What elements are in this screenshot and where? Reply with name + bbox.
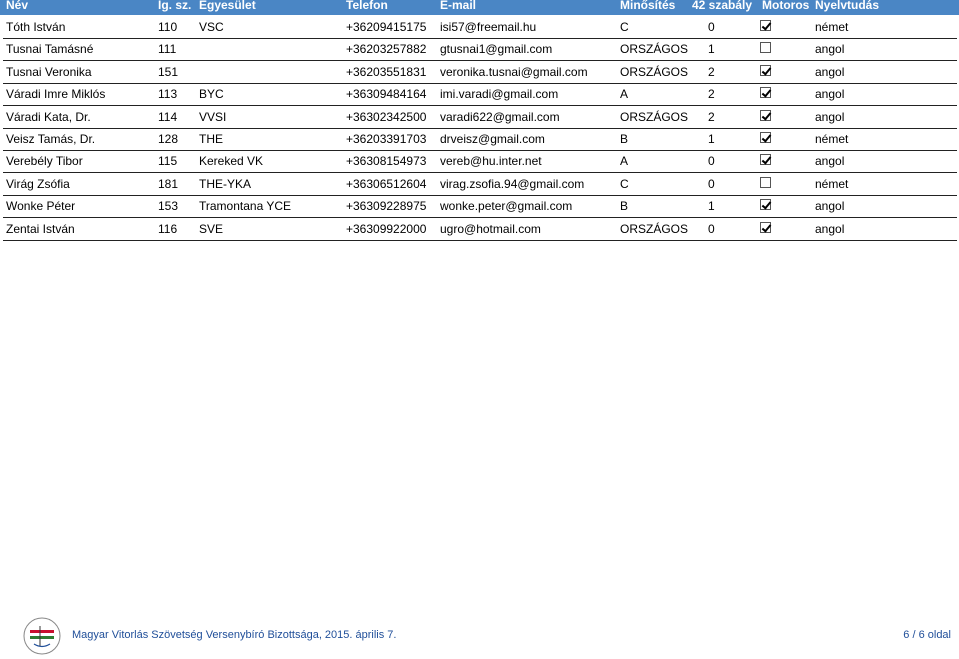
- row-ig-sz: 151: [158, 64, 179, 79]
- footer-text: Magyar Vitorlás Szövetség Versenybíró Bizottsága, 2015. április 7.: [72, 629, 397, 641]
- table-row: [3, 16, 957, 39]
- checkbox-checked-icon: [760, 110, 771, 121]
- row-42-szabaly: 0: [708, 221, 715, 236]
- checkbox-unchecked-icon: [760, 42, 771, 53]
- row-nev: Verebély Tibor: [6, 154, 83, 169]
- row-nyelvtudas: német: [815, 176, 849, 191]
- table-row: [3, 38, 957, 61]
- row-telefon: +36309922000: [346, 221, 427, 236]
- row-email: wonke.peter@gmail.com: [440, 199, 573, 214]
- row-42-szabaly: 0: [708, 154, 715, 169]
- row-nyelvtudas: angol: [815, 221, 845, 236]
- row-ig-sz: 113: [158, 87, 178, 102]
- checkbox-checked-icon: [760, 87, 771, 98]
- row-minosites: ORSZÁGOS: [620, 221, 689, 236]
- row-nev: Tóth István: [6, 20, 66, 34]
- row-egyesulet: THE-YKA: [199, 176, 252, 191]
- row-minosites: B: [620, 132, 629, 146]
- row-minosites: A: [620, 87, 629, 102]
- row-ig-sz: 181: [158, 176, 179, 191]
- row-minosites: ORSZÁGOS: [620, 109, 689, 124]
- row-nev: Zentai István: [6, 221, 75, 236]
- header-ig-sz: Ig. sz.: [158, 0, 192, 12]
- page-number: 6 / 6 oldal: [903, 629, 951, 641]
- header-nyelvtudas: Nyelvtudás: [815, 0, 880, 12]
- row-42-szabaly: 1: [708, 42, 715, 57]
- checkbox-checked-icon: [760, 154, 771, 165]
- row-42-szabaly: 2: [708, 109, 715, 124]
- row-nyelvtudas: angol: [815, 64, 845, 79]
- row-minosites: C: [620, 20, 629, 34]
- table-row: [3, 83, 957, 106]
- table-header: [0, 0, 959, 15]
- row-nyelvtudas: angol: [815, 154, 845, 169]
- row-42-szabaly: 2: [708, 64, 715, 79]
- row-email: virag.zsofia.94@gmail.com: [440, 176, 585, 191]
- row-nev: Váradi Kata, Dr.: [6, 109, 91, 124]
- row-email: ugro@hotmail.com: [440, 221, 541, 236]
- row-minosites: C: [620, 176, 629, 191]
- header-motoros: Motoros: [762, 0, 810, 12]
- row-email: gtusnai1@gmail.com: [440, 42, 553, 57]
- row-42-szabaly: 0: [708, 176, 715, 191]
- row-ig-sz: 115: [158, 154, 178, 169]
- row-nev: Virág Zsófia: [6, 176, 70, 191]
- row-nyelvtudas: német: [815, 20, 849, 34]
- row-email: drveisz@gmail.com: [440, 132, 545, 146]
- row-ig-sz: 110: [158, 20, 178, 34]
- table-row: [3, 150, 957, 173]
- row-nyelvtudas: német: [815, 132, 849, 146]
- header-email: E-mail: [440, 0, 477, 12]
- header-nev: Név: [6, 0, 29, 12]
- row-minosites: B: [620, 199, 629, 214]
- row-ig-sz: 111: [158, 42, 177, 57]
- row-minosites: ORSZÁGOS: [620, 42, 689, 57]
- row-egyesulet: SVE: [199, 221, 224, 236]
- table-row: [3, 195, 957, 218]
- row-email: varadi622@gmail.com: [440, 109, 560, 124]
- row-nyelvtudas: angol: [815, 42, 845, 57]
- row-nev: Váradi Imre Miklós: [6, 87, 106, 102]
- header-telefon: Telefon: [346, 0, 388, 12]
- row-telefon: +36302342500: [346, 109, 427, 124]
- row-egyesulet: VVSI: [199, 109, 227, 124]
- row-ig-sz: 116: [158, 221, 178, 236]
- row-ig-sz: 153: [158, 199, 179, 214]
- row-telefon: +36309228975: [346, 199, 427, 214]
- row-egyesulet: THE: [199, 132, 223, 146]
- checkbox-checked-icon: [760, 199, 771, 210]
- row-nyelvtudas: angol: [815, 109, 845, 124]
- row-nev: Wonke Péter: [6, 199, 76, 214]
- row-42-szabaly: 1: [708, 132, 715, 146]
- row-egyesulet: VSC: [199, 20, 224, 34]
- row-telefon: +36203391703: [346, 132, 427, 146]
- row-email: vereb@hu.inter.net: [440, 154, 542, 169]
- checkbox-checked-icon: [760, 132, 771, 143]
- row-42-szabaly: 0: [708, 20, 715, 34]
- row-nev: Tusnai Veronika: [6, 64, 92, 79]
- row-email: isi57@freemail.hu: [440, 20, 537, 34]
- table-row: [3, 128, 957, 151]
- row-telefon: +36309484164: [346, 87, 427, 102]
- row-42-szabaly: 2: [708, 87, 715, 102]
- mvsz-logo: [20, 616, 64, 656]
- row-egyesulet: Kereked VK: [199, 154, 264, 169]
- row-ig-sz: 128: [158, 132, 179, 146]
- row-ig-sz: 114: [158, 109, 178, 124]
- header-egyesulet: Egyesület: [199, 0, 256, 12]
- header-42-szabaly: 42 szabály: [692, 0, 753, 12]
- row-minosites: A: [620, 154, 629, 169]
- row-egyesulet: BYC: [199, 87, 224, 102]
- checkbox-checked-icon: [760, 65, 771, 76]
- row-telefon: +36203257882: [346, 42, 427, 57]
- row-email: imi.varadi@gmail.com: [440, 87, 559, 102]
- row-nev: Tusnai Tamásné: [6, 42, 94, 57]
- row-minosites: ORSZÁGOS: [620, 64, 689, 79]
- table-row: [3, 106, 957, 129]
- row-nev: Veisz Tamás, Dr.: [6, 132, 96, 146]
- row-telefon: +36306512604: [346, 176, 427, 191]
- row-42-szabaly: 1: [708, 199, 715, 214]
- row-telefon: +36308154973: [346, 154, 427, 169]
- table-row: [3, 173, 957, 196]
- header-minosites: Minősítés: [620, 0, 676, 12]
- row-nyelvtudas: angol: [815, 199, 845, 214]
- row-telefon: +36209415175: [346, 20, 427, 34]
- checkbox-unchecked-icon: [760, 177, 771, 188]
- row-email: veronika.tusnai@gmail.com: [440, 64, 588, 79]
- checkbox-checked-icon: [760, 20, 771, 31]
- row-egyesulet: Tramontana YCE: [199, 199, 292, 214]
- row-nyelvtudas: angol: [815, 87, 845, 102]
- row-telefon: +36203551831: [346, 64, 427, 79]
- table-row: [3, 218, 957, 241]
- table-row: [3, 61, 957, 84]
- checkbox-checked-icon: [760, 222, 771, 233]
